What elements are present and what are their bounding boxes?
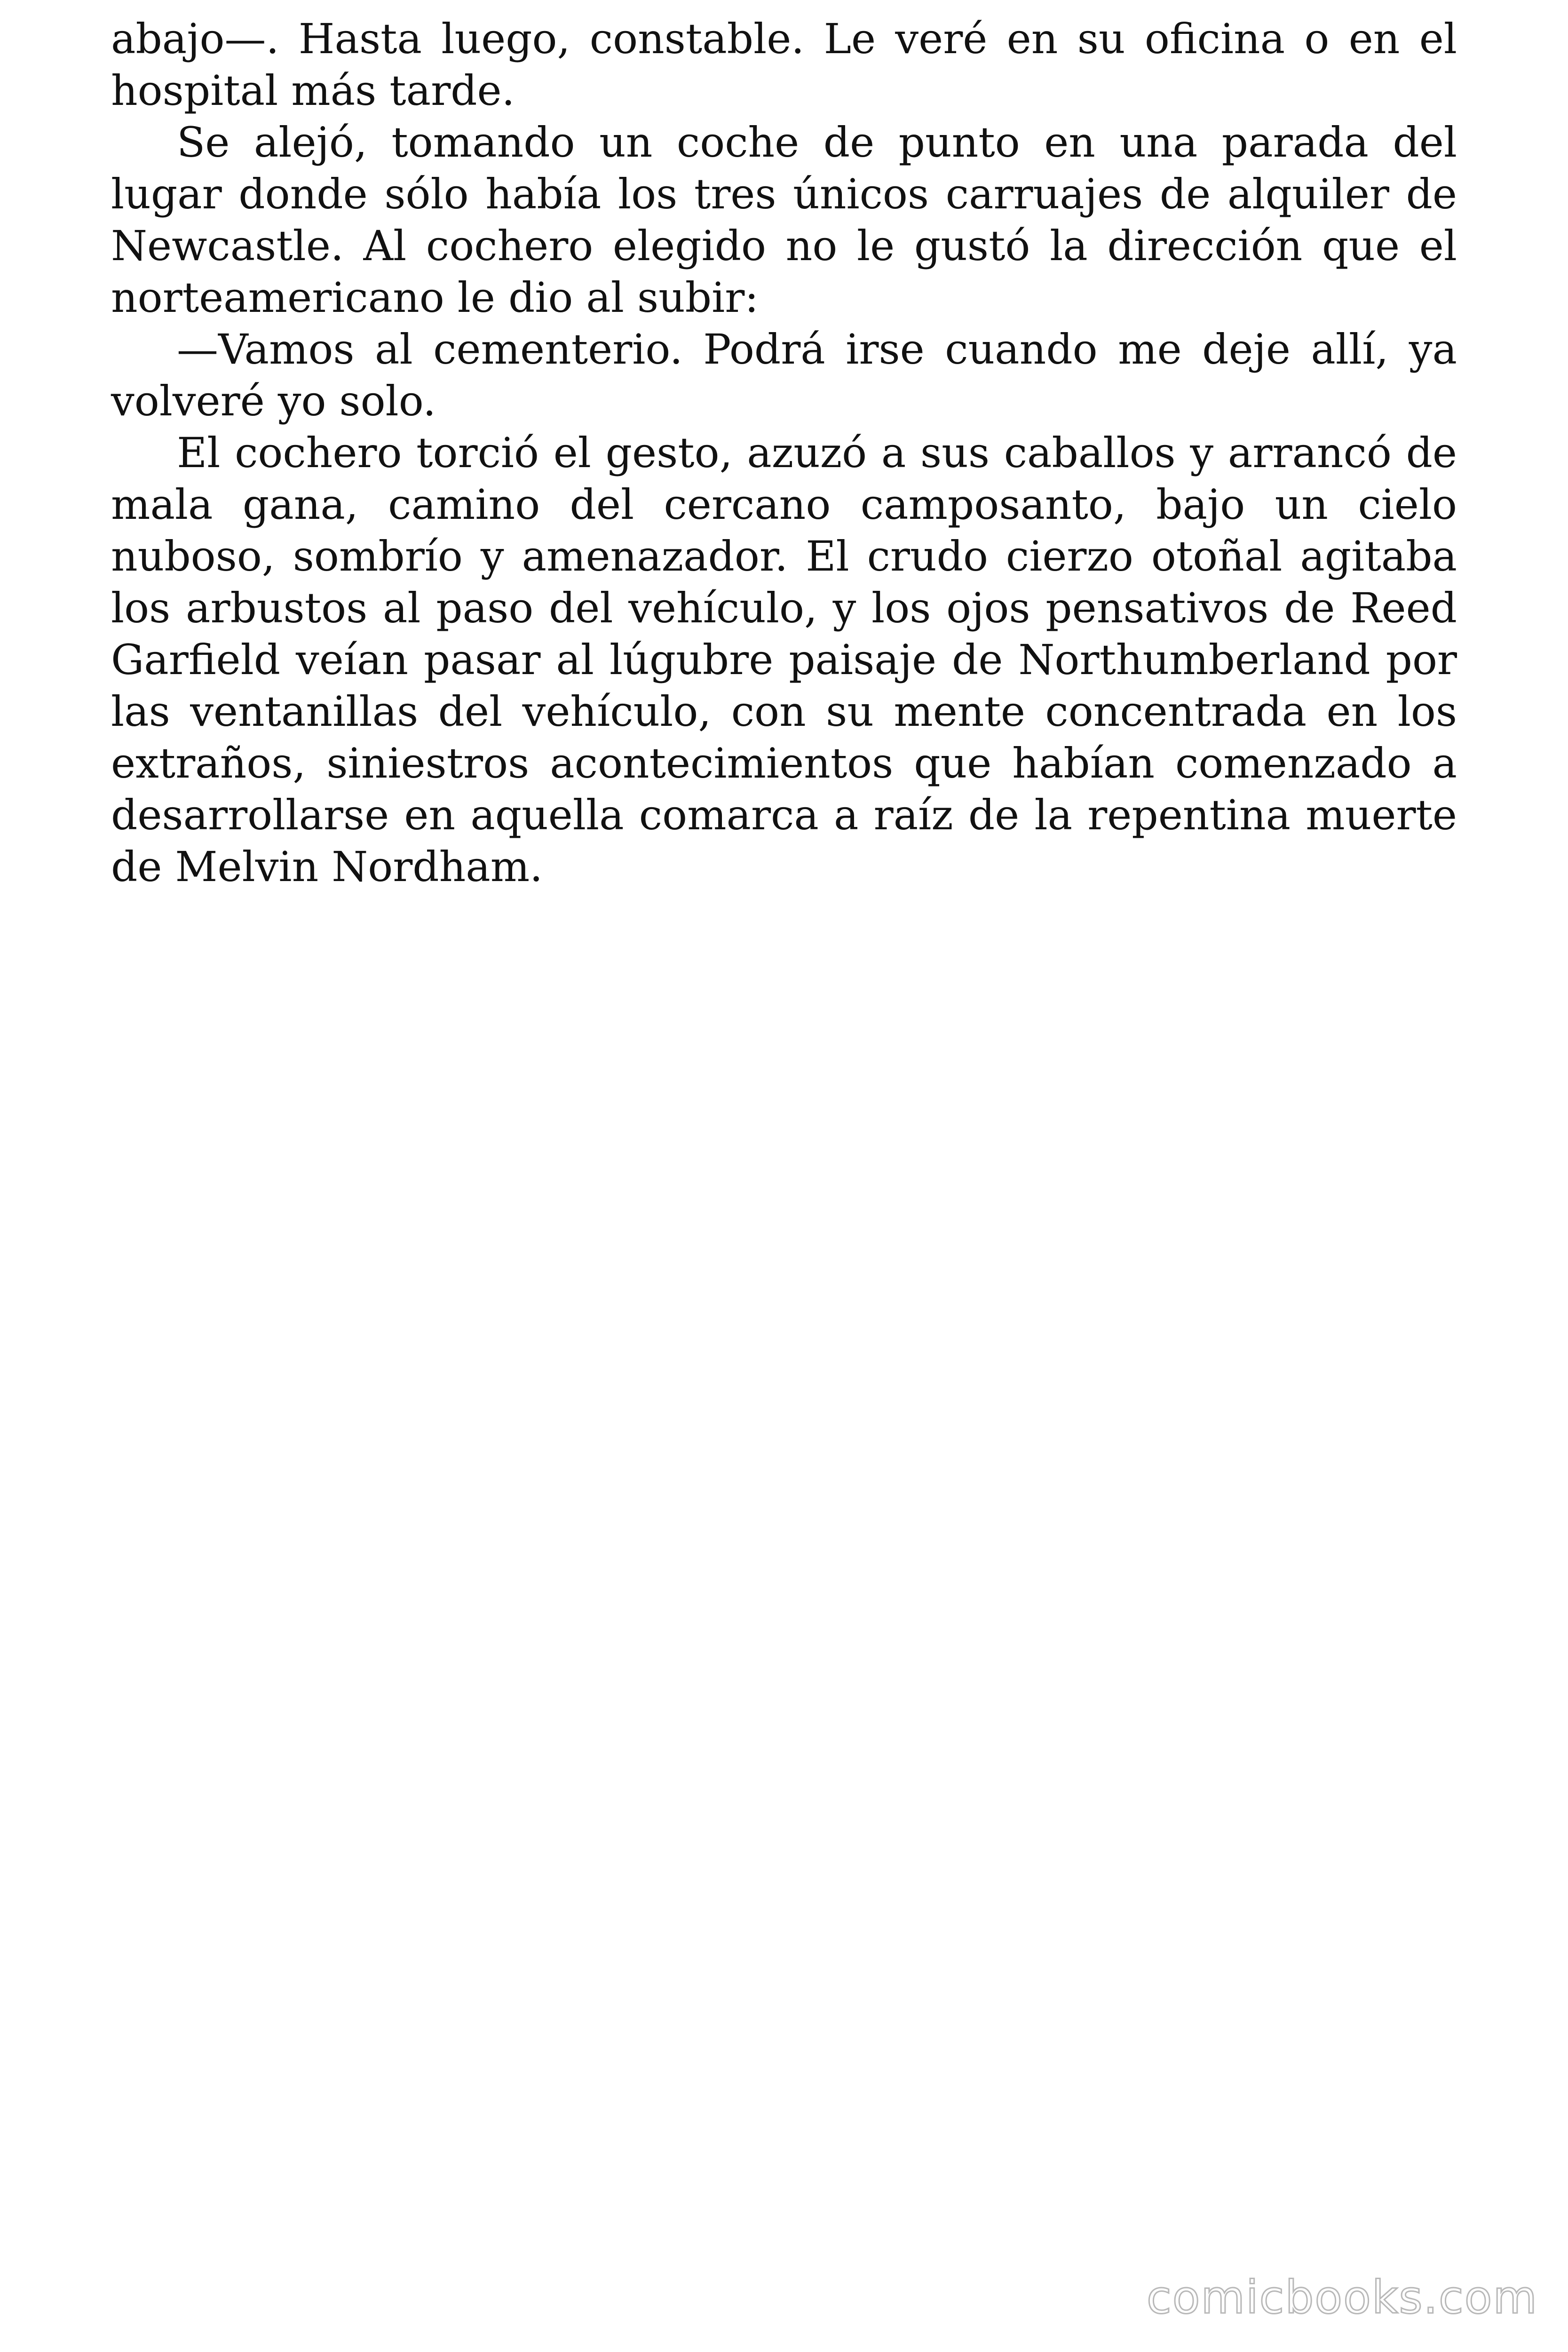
paragraph-1: abajo—. Hasta luego, constable. Le veré en su oficina o en el hospital más tarde. bbox=[111, 15, 1457, 115]
paragraph-2: Se alejó, tomando un coche de punto en una parada del lugar donde sólo había los tres únicos carruajes de alquiler de Newcastle. Al cochero elegido no le gustó la dirección que el norteamericano le dio al subir: bbox=[111, 118, 1457, 322]
body-text bbox=[111, 13, 1457, 893]
paragraph-4: El cochero torció el gesto, azuzó a sus caballos y arrancó de mala gana, camino del cercano camposanto, bajo un cielo nuboso, sombrío y amenazador. El crudo cierzo otoñal agitaba los arbustos al paso del vehículo, y los ojos pensativos de Reed Garfield veían pasar al lúgubre paisaje de Northumberland por las ventanillas del vehículo, con su mente concentrada en los extraños, siniestros acontecimientos que habían comenzado a desarrollarse en aquella comarca a raíz de la repentina muerte de Melvin Nordham. bbox=[111, 429, 1457, 891]
watermark-logo: comicbooks.com bbox=[1146, 2271, 1538, 2324]
paragraph-3: —Vamos al cementerio. Podrá irse cuando me deje allí, ya volveré yo solo. bbox=[111, 325, 1457, 425]
